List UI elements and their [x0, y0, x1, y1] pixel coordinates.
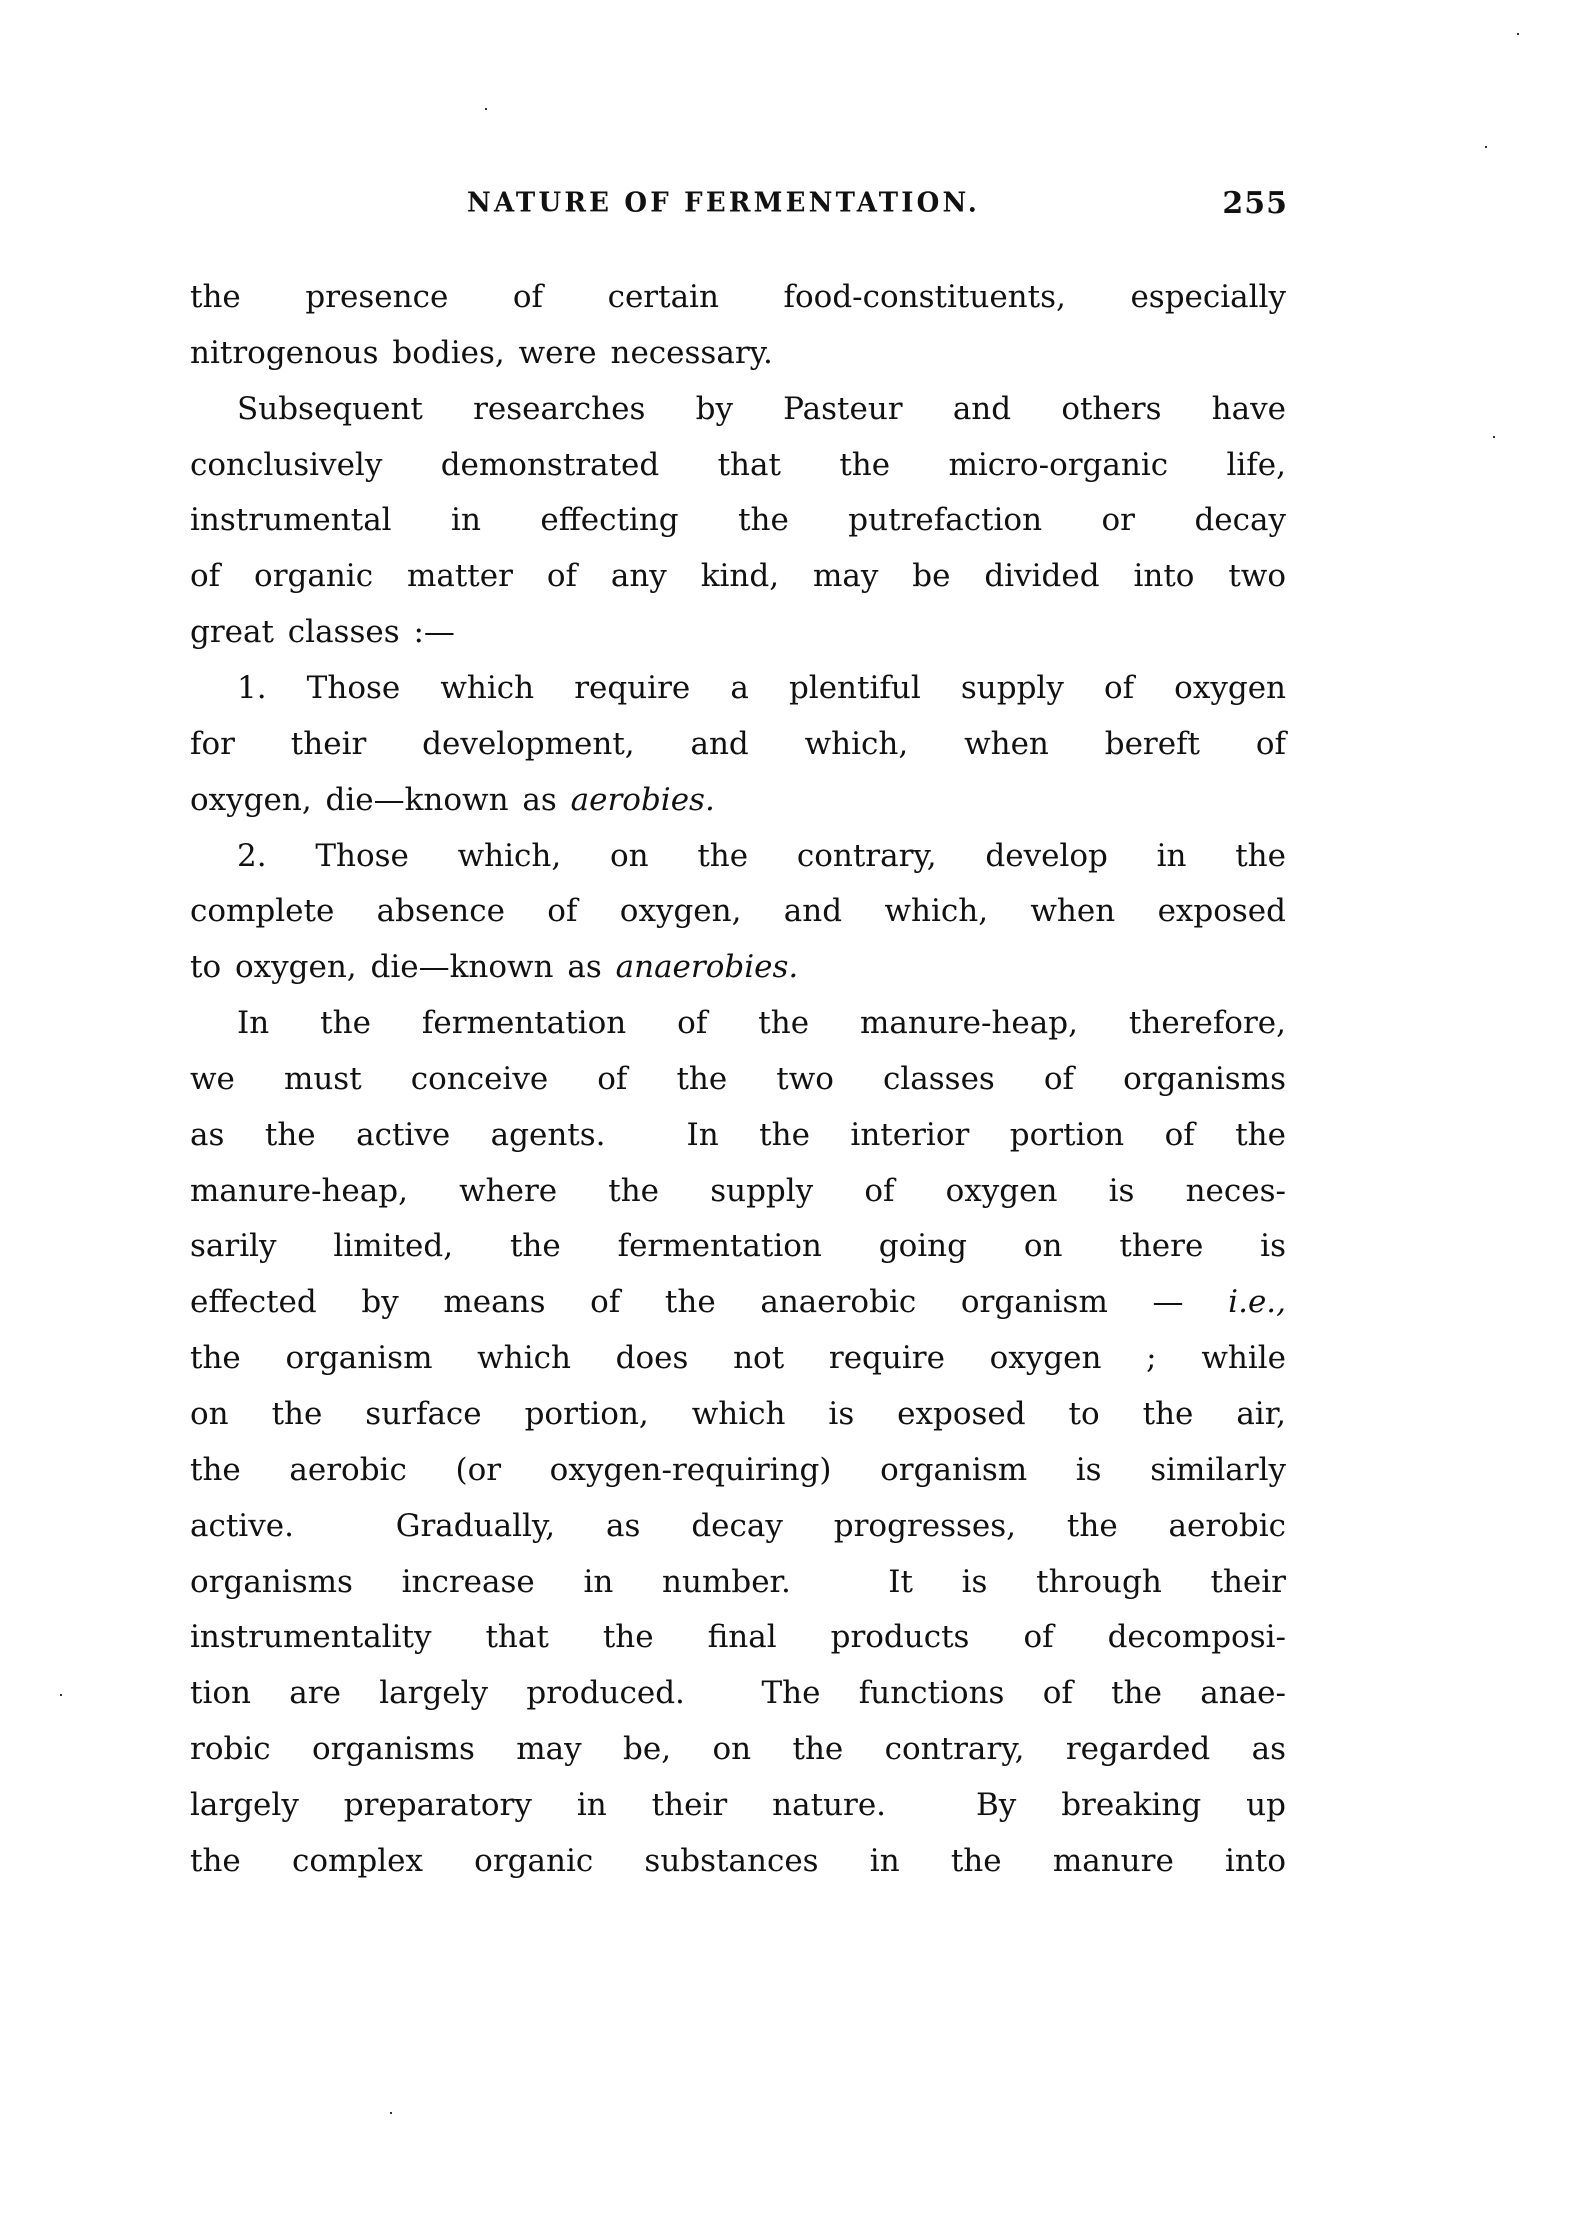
text-line	[190, 1336, 1286, 1380]
text-line-content: the complex organic substances in the manure into	[190, 1842, 1286, 1879]
running-head-title: NATURE OF FERMENTATION.	[467, 187, 981, 219]
text-line-content: the organism which does not require oxygen ; while	[190, 1340, 1286, 1377]
text-line	[190, 889, 1286, 933]
text-line-content: on the surface portion, which is exposed to the air,	[190, 1396, 1286, 1432]
text-line-content: instrumental in effecting the putrefaction or decay	[190, 502, 1286, 539]
italic-term: i.e.,	[1228, 1284, 1286, 1321]
page-number: 255	[1222, 186, 1288, 221]
text-line-content: to oxygen, die—known as	[190, 949, 616, 986]
text-line	[190, 1169, 1286, 1213]
text-line-content: Subsequent researches by Pasteur and others have	[237, 390, 1286, 427]
text-line-content: complete absence of oxygen, and which, when exposed	[190, 893, 1286, 930]
text-line-content: nitrogenous bodies, were necessary.	[190, 334, 773, 371]
text-line-content: of organic matter of any kind, may be divided into two	[190, 558, 1286, 595]
text-line	[190, 1057, 1286, 1101]
scan-speck	[1517, 33, 1519, 35]
text-line-content: effected by means of the anaerobic organism —	[190, 1284, 1229, 1321]
text-line	[190, 1448, 1286, 1492]
text-line	[190, 331, 1286, 375]
text-line	[190, 722, 1286, 766]
text-line-content: active. Gradually, as decay progresses, the aerobic	[190, 1507, 1286, 1544]
text-line-content: tion are largely produced. The functions of the anae-	[190, 1675, 1286, 1712]
text-line	[190, 610, 1286, 654]
text-line-content: 2. Those which, on the contrary, develop in the	[237, 837, 1286, 874]
running-head	[190, 186, 1288, 222]
text-line	[190, 554, 1286, 598]
text-line	[190, 1783, 1286, 1827]
text-line-content: organisms increase in number. It is through their	[190, 1563, 1286, 1600]
text-line	[190, 498, 1286, 542]
text-line	[190, 1280, 1286, 1324]
text-line-content: sarily limited, the fermentation going on there is	[190, 1228, 1286, 1265]
text-line-content: conclusively demonstrated that the micro-organic life,	[190, 446, 1286, 483]
text-line-content: manure-heap, where the supply of oxygen is neces-	[190, 1172, 1286, 1209]
text-line	[190, 1504, 1286, 1548]
text-line-content: for their development, and which, when bereft of	[190, 725, 1286, 762]
text-line	[190, 1113, 1286, 1157]
italic-term: anaerobies.	[615, 949, 799, 986]
text-line	[190, 1615, 1286, 1659]
italic-term: aerobies.	[570, 781, 715, 818]
scan-speck	[1485, 146, 1487, 148]
text-line	[190, 1727, 1286, 1771]
text-line	[237, 834, 1286, 878]
scan-speck	[1493, 436, 1495, 438]
scan-speck	[390, 2112, 392, 2114]
scan-speck	[485, 108, 487, 110]
text-line-content: we must conceive of the two classes of organisms	[190, 1060, 1286, 1097]
text-line-content: In the fermentation of the manure-heap, therefore,	[237, 1005, 1286, 1042]
text-line-content: instrumentality that the final products of decomposi-	[190, 1619, 1286, 1656]
text-line	[190, 275, 1286, 319]
text-line-content: largely preparatory in their nature. By breaking up	[190, 1786, 1286, 1823]
text-line-content: the presence of certain food-constituents, especially	[190, 279, 1286, 315]
text-line-content: 1. Those which require a plentiful supply of oxygen	[237, 669, 1286, 706]
text-line	[190, 1560, 1286, 1604]
text-line	[190, 778, 1286, 822]
text-line	[237, 666, 1286, 710]
text-line-content: as the active agents. In the interior portion of the	[190, 1116, 1286, 1153]
text-line-content: great classes :—	[190, 614, 455, 651]
text-line-content: the aerobic (or oxygen-requiring) organism is similarly	[190, 1451, 1286, 1488]
text-line	[190, 1224, 1286, 1268]
text-line	[190, 1839, 1286, 1883]
text-line	[190, 945, 1286, 989]
text-line-content: robic organisms may be, on the contrary, regarded as	[190, 1731, 1286, 1768]
text-line	[190, 443, 1286, 487]
text-line	[237, 387, 1286, 431]
text-line	[190, 1392, 1286, 1436]
text-line-content: oxygen, die—known as	[190, 781, 571, 818]
text-line	[190, 1671, 1286, 1715]
text-line	[237, 1001, 1286, 1045]
scan-speck	[60, 1694, 62, 1696]
